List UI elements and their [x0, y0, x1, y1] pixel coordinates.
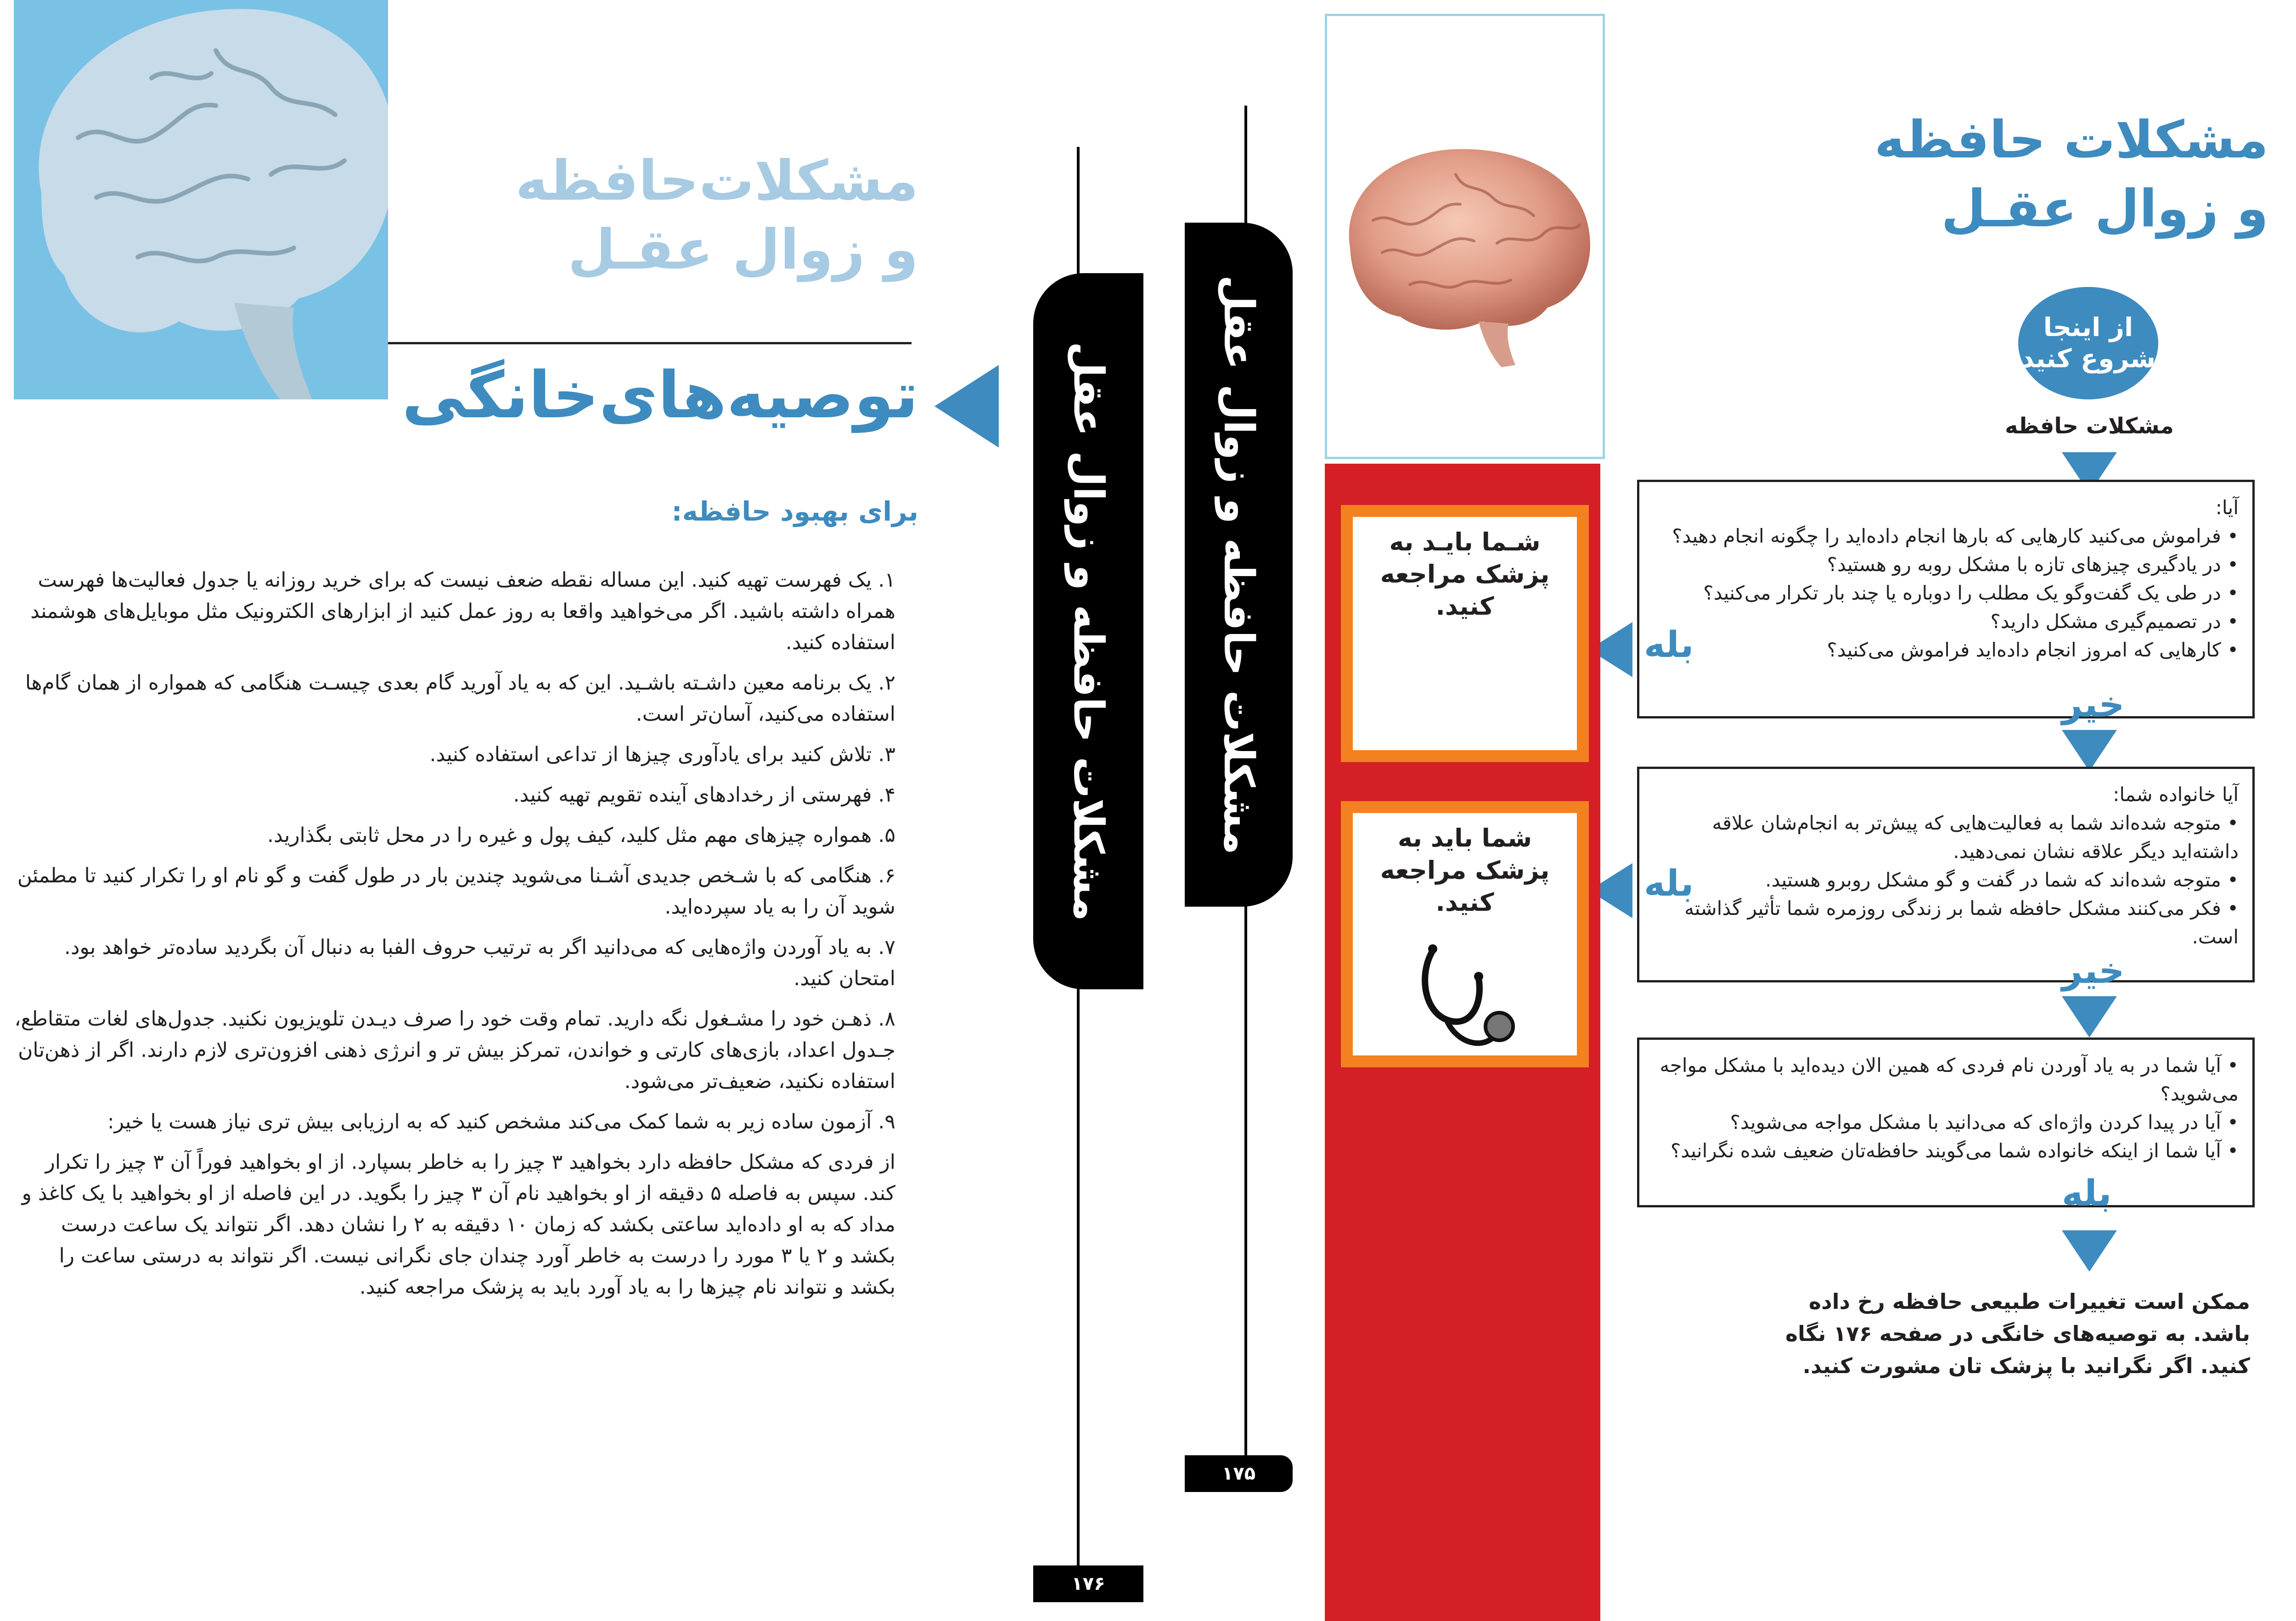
page-number-175: ۱۷۵	[1185, 1455, 1293, 1492]
outcome-box-1: شـما بایـد به پزشک مراجعه کنید.	[1341, 505, 1589, 762]
page-number-176: ۱۷۶	[1033, 1565, 1143, 1602]
list-item: ۳. تلاش کنید برای یادآوری چیزها از تداعی استفاده کنید.	[429, 743, 895, 766]
yes-label-3: بله	[2062, 1173, 2112, 1214]
divider	[388, 342, 912, 344]
no-label-1: خیر	[2062, 684, 2125, 725]
list-item: ۵. همواره چیزهای مهم مثل کلید، کیف پول و غیره را در محل ثابتی بگذارید.	[267, 824, 895, 847]
list-item: ۶. هنگامی که با شـخص جدیدی آشـنا می‌شوید چندین بار در طول گفت و گو نام او را تکرار کنید تا مطمئن شوید آن را به یاد سپرده‌اید.	[17, 864, 895, 919]
tips-list	[14, 565, 895, 1312]
list-item: ۹. آزمون ساده زیر به شما کمک می‌کند مشخص کنید که به ارزیابی بیش تری نیاز هست یا خیر:	[107, 1110, 895, 1133]
brain-photo	[1332, 133, 1603, 372]
start-circle: از اینجا شروع کنید	[2018, 287, 2158, 399]
arrow-down-icon	[2062, 996, 2117, 1038]
side-tab-middle: مشکلات حافظه و زوال عقل	[1185, 223, 1293, 907]
question-box-2: آیا خانواده شما: • متوجه شده‌اند شما به فعالیت‌هایی که پیش‌تر به انجام‌شان علاقه داشته‌اید دیگر علاقه نشان نمی‌دهید. • متوجه شده‌اند که شما در گفت و گو مشکل روبرو هستید. • فکر می‌کنند مشکل حافظه شما بر زندگی روزمره شما تأثیر گذاشته است.	[1637, 767, 2255, 982]
flowchart-title: مشکلات حافظه و زوال عقـل	[1874, 110, 2268, 239]
list-item: ۸. ذهـن خود را مشـغول نگه دارید. تمام وقت خود را صرف دیـدن تلویزیون نکنید. جدول‌های لغات متقاطع، جـدول اعداد، بازی‌های کارتی و خواندن، تمرکز بیش تر و انرژی ذهنی افزون‌تری لازم دارند. اگر از ذهن‌تان استفاده نکنید، ضعیف‌تر می‌شود.	[14, 1007, 895, 1093]
side-tab-left: مشکلات حافظه و زوال عقل	[1033, 273, 1143, 989]
yes-label-1: بله	[1644, 624, 1694, 666]
list-item: ۱. یک فهرست تهیه کنید. این مساله نقطه ضعف نیست که برای خرید روزانه یا جدول فعالیت‌ها فهرست همراه داشته باشید. اگر می‌خواهید واقعا به روز عمل کنید از ابزارهای الکترونیک مثل موبایل‌های هوشمند استفاده کنید.	[30, 568, 895, 654]
question-box-3: • آیا شما در به یاد آوردن نام فردی که همین الان دیده‌اید با مشکل مواجه می‌شوید؟ • آیا در پیدا کردن واژه‌ای که می‌دانید با مشکل مواجه می‌شوید؟ • آیا شما از اینکه خانواده شما می‌گویند حافظه‌تان ضعیف شده نگرانید؟	[1637, 1038, 2255, 1207]
home-tips-heading: توصیه‌های‌خانگی	[402, 358, 918, 433]
heading-arrow-icon	[934, 365, 999, 448]
list-item: ۲. یک برنامه معین داشـته باشـید. این که به یاد آورید گام بعدی چیسـت هنگامی که همواره از همان گام‌ها استفاده می‌کنید، آسان‌تر است.	[25, 671, 895, 726]
list-item: ۷. به یاد آوردن واژه‌هایی که می‌دانید اگر به ترتیب حروف الفبا به دنبال آن بگردید ساده‌تر خواهد بود. امتحان کنید.	[64, 936, 895, 990]
stethoscope-icon	[1405, 937, 1525, 1066]
advice-note: ممکن است تغییرات طبیعی حافظه رخ داده باشد. به توصیه‌های خانگی در صفحه ۱۷۶ نگاه کنید. اگر نگرانید با پزشک تان مشورت کنید.	[1785, 1289, 2250, 1378]
outcome-box-2: شما باید به پزشک مراجعه کنید.	[1341, 801, 1589, 1067]
start-label: مشکلات حافظه	[2005, 413, 2174, 439]
improve-memory-subheading: برای بهبود حافظه:	[671, 496, 918, 527]
no-label-2: خیر	[2062, 950, 2125, 992]
question-box-1: آیا: • فراموش می‌کنید کارهایی که بارها انجام داده‌اید را چگونه انجام دهید؟ • در یادگیری چیزهای تازه با مشکل روبه رو هستید؟ • در طی یک گفت‌وگو یک مطلب را دوباره یا چند بار تکرار می‌کنید؟ • در تصمیم‌گیری مشکل دارید؟ • کارهایی که امروز انجام داده‌اید فراموش می‌کنید؟	[1637, 480, 2255, 718]
brain-blue-icon	[14, 0, 388, 399]
arrow-down-icon	[2062, 1230, 2117, 1272]
brain-blue-photo	[14, 0, 388, 399]
list-item: از فردی که مشکل حافظه دارد بخواهید ۳ چیز را به خاطر بسپارد. از او بخواهید فوراً آن ۳ چیز را تکرار کند. سپس به فاصله ۵ دقیقه از او بخواهید نام آن ۳ چیز را بگوید. در این فاصله از او بخواهید با یک کاغذ و مداد که به او داده‌اید ساعتی بکشد که زمان ۱۰ دقیقه به ۲ را نشان دهد. اگر نتواند یک ساعت درست بکشد و ۲ یا ۳ مورد را درست به خاطر آورد چندان جای نگرانی نیست. اگر نتواند به درستی ساعت را بکشد و نتواند نام چیزها را به یاد آورد باید به پزشک مراجعه کنید.	[22, 1150, 895, 1299]
arrow-down-icon	[2062, 730, 2117, 771]
yes-label-2: بله	[1644, 863, 1694, 904]
left-page-title: مشکلات‌حافظه و زوال عقـل	[515, 149, 918, 282]
list-item: ۴. فهرستی از رخدادهای آینده تقویم تهیه کنید.	[513, 783, 895, 807]
